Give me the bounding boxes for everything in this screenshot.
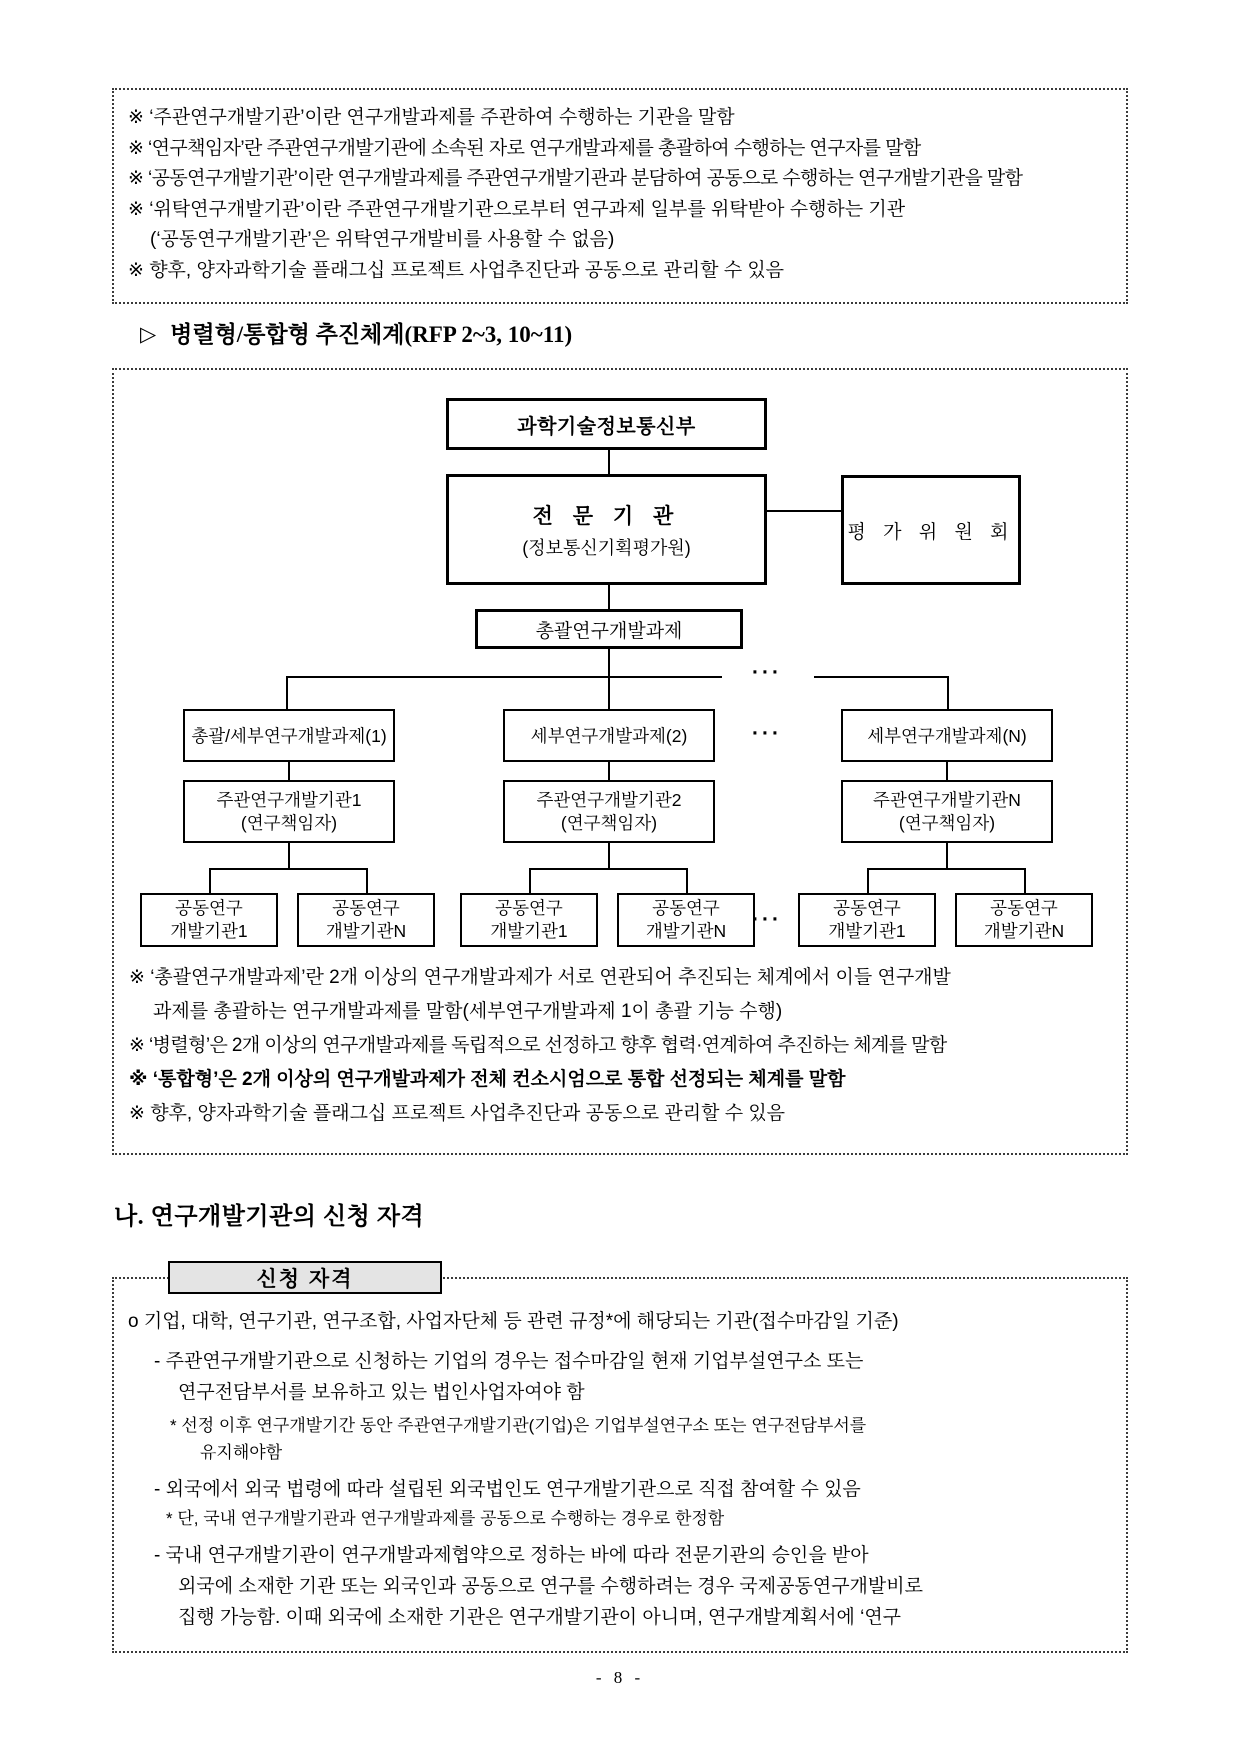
diagram-node-co-org-3-1 — [798, 893, 936, 947]
connector-line — [366, 868, 368, 893]
section-heading-structure — [140, 316, 572, 349]
diagram-note-line-continuation: 과제를 총괄하는 연구개발과제를 말함(세부연구개발과제 1이 총괄 기능 수행) — [153, 1001, 783, 1022]
diagram-note-line-bold: ※ ‘통합형’은 2개 이상의 연구개발과제가 전체 컨소시엄으로 통합 선정되는 체계를 말함 — [129, 1069, 846, 1090]
co-org-line2: 개발기관1 — [828, 921, 906, 941]
co-org-line2: 개발기관N — [983, 921, 1065, 941]
diagram-node-co-org-1-n — [297, 893, 435, 947]
lead-org-text — [873, 789, 1021, 835]
co-org-text — [828, 897, 905, 943]
diagram-node-agency — [446, 474, 767, 585]
lead-org-sub: (연구책임자) — [240, 812, 338, 833]
triangle-bullet-icon: ▷ — [140, 322, 157, 346]
lead-org-text — [537, 789, 682, 835]
co-org-text — [646, 897, 726, 943]
lead-org-sub: (연구책임자) — [898, 812, 996, 833]
diagram-node-co-org-1-1 — [140, 893, 278, 947]
page-number: - 8 - — [595, 1668, 645, 1687]
eligibility-line-continuation: 외국에 소재한 기관 또는 외국인과 공동으로 연구를 수행하려는 경우 국제공동연구개발비로 — [178, 1576, 923, 1597]
co-org-line2: 개발기관N — [325, 921, 407, 941]
connector-line — [814, 676, 948, 678]
eligibility-footnote-line: * 선정 이후 연구개발기간 동안 주관연구개발기관(기업)은 기업부설연구소 또는 연구전담부서를 — [170, 1416, 867, 1435]
connector-line — [686, 868, 688, 893]
connector-line — [608, 649, 610, 709]
connector-line — [529, 868, 686, 870]
eligibility-label-box: 신청 자격 — [168, 1261, 442, 1294]
eligibility-line: o 기업, 대학, 연구기관, 연구조합, 사업자단체 등 관련 규정*에 해당되는 기관(접수마감일 기준) — [128, 1311, 899, 1332]
connector-line — [946, 762, 948, 780]
diagram-notes — [129, 961, 1118, 1131]
note-line: ※ ‘주관연구개발기관’이란 연구개발과제를 주관하여 수행하는 기관을 말함 — [128, 107, 735, 128]
co-org-line1: 공동연구 — [990, 898, 1058, 918]
diagram-note-line: ※ ‘병렬형’은 2개 이상의 연구개발과제를 독립적으로 선정하고 향후 협력·연계하여 추진하는 체계를 말함 — [129, 1035, 947, 1056]
connector-line — [209, 868, 366, 870]
eligibility-footnote-line-continuation: 유지해야함 — [200, 1443, 283, 1462]
diagram-node-ministry: 과학기술정보통신부 — [446, 398, 767, 450]
section-heading-structure-text: 병렬형/통합형 추진체계(RFP 2~3, 10~11) — [170, 322, 573, 347]
co-org-line1: 공동연구 — [652, 898, 720, 918]
co-org-line2: 개발기관1 — [490, 921, 568, 941]
ellipsis: ··· — [752, 908, 782, 931]
section-heading-eligibility: 나. 연구개발기관의 신청 자격 — [114, 1204, 425, 1230]
connector-line — [867, 868, 869, 893]
note-line: ※ 향후, 양자과학기술 플래그십 프로젝트 사업추진단과 공동으로 관리할 수 있음 — [128, 259, 785, 281]
lead-org-text — [217, 789, 362, 835]
agency-subtitle: (정보통신기획평가원) — [522, 537, 691, 558]
connector-line — [209, 868, 211, 893]
co-org-line1: 공동연구 — [175, 898, 243, 918]
ellipsis: ··· — [752, 661, 782, 684]
co-org-text — [170, 897, 247, 943]
connector-line — [288, 762, 290, 780]
org-chart-box — [112, 368, 1128, 1155]
co-org-line2: 개발기관1 — [170, 921, 248, 941]
lead-org-name: 주관연구개발기관1 — [216, 789, 362, 810]
diagram-node-subtask-1: 총괄/세부연구개발과제(1) — [183, 709, 395, 762]
diagram-node-subtask-2: 세부연구개발과제(2) — [503, 709, 715, 762]
connector-line — [1024, 868, 1026, 893]
eligibility-content-box — [112, 1277, 1128, 1653]
eligibility-line-continuation: 집행 가능함. 이때 외국에 소재한 기관은 연구개발기관이 아니며, 연구개발계획서에 ‘연구 — [178, 1607, 902, 1628]
ellipsis: ··· — [752, 722, 782, 745]
connector-line — [286, 676, 288, 709]
co-org-line1: 공동연구 — [332, 898, 400, 918]
eligibility-line-continuation: 연구전담부서를 보유하고 있는 법인사업자여야 함 — [178, 1382, 585, 1403]
lead-org-name: 주관연구개발기관N — [873, 789, 1021, 810]
note-line: ※ ‘위탁연구개발기관’이란 주관연구개발기관으로부터 연구과제 일부를 위탁받아 수행하는 기관 — [128, 198, 906, 220]
co-org-text — [490, 897, 567, 943]
diagram-node-lead-org-2 — [503, 780, 715, 843]
eligibility-line: - 국내 연구개발기관이 연구개발과제협약으로 정하는 바에 따라 전문기관의 승인을 받아 — [154, 1545, 869, 1566]
connector-line — [529, 868, 531, 893]
diagram-note-line: ※ ‘총괄연구개발과제’란 2개 이상의 연구개발과제가 서로 연관되어 추진되는 체계에서 이들 연구개발 — [129, 967, 951, 988]
connector-line — [286, 676, 722, 678]
connector-line — [608, 843, 610, 868]
co-org-text — [326, 897, 406, 943]
diagram-node-subtask-n: 세부연구개발과제(N) — [841, 709, 1053, 762]
diagram-node-master-task: 총괄연구개발과제 — [475, 609, 743, 649]
connector-line — [608, 762, 610, 780]
lead-org-sub: (연구책임자) — [560, 812, 658, 833]
connector-line — [288, 843, 290, 868]
connector-line — [867, 868, 1024, 870]
eligibility-line: - 주관연구개발기관으로 신청하는 기업의 경우는 접수마감일 현재 기업부설연구소 또는 — [154, 1351, 864, 1372]
connector-line — [608, 450, 610, 474]
co-org-line1: 공동연구 — [495, 898, 563, 918]
definitions-note-box — [112, 88, 1128, 304]
diagram-node-co-org-2-1 — [460, 893, 598, 947]
note-line-continuation: (‘공동연구개발기관’은 위탁연구개발비를 사용할 수 없음) — [150, 229, 615, 250]
eligibility-footnote-line: * 단, 국내 연구개발기관과 연구개발과제를 공동으로 수행하는 경우로 한정함 — [166, 1509, 725, 1528]
note-line: ※ ‘공동연구개발기관’이란 연구개발과제를 주관연구개발기관과 분담하여 공동으로 수행하는 연구개발기관을 말함 — [128, 168, 1023, 189]
diagram-node-lead-org-1 — [183, 780, 395, 843]
co-org-line2: 개발기관N — [645, 921, 727, 941]
lead-org-name: 주관연구개발기관2 — [536, 789, 682, 810]
note-line: ※ ‘연구책임자’란 주관연구개발기관에 소속된 자로 연구개발과제를 총괄하여 수행하는 연구자를 말함 — [128, 137, 921, 159]
diagram-note-line: ※ 향후, 양자과학기술 플래그십 프로젝트 사업추진단과 공동으로 관리할 수 있음 — [129, 1103, 786, 1124]
diagram-node-co-org-3-n — [955, 893, 1093, 947]
connector-line — [947, 676, 949, 709]
diagram-node-lead-org-n — [841, 780, 1053, 843]
connector-line — [608, 585, 610, 609]
agency-title: 전 문 기 관 — [532, 504, 681, 528]
connector-line — [767, 510, 841, 512]
diagram-node-committee: 평 가 위 원 회 — [841, 475, 1021, 585]
co-org-line1: 공동연구 — [833, 898, 901, 918]
co-org-text — [984, 897, 1064, 943]
eligibility-line: - 외국에서 외국 법령에 따라 설립된 외국법인도 연구개발기관으로 직접 참여할 수 있음 — [154, 1479, 861, 1500]
connector-line — [946, 843, 948, 868]
